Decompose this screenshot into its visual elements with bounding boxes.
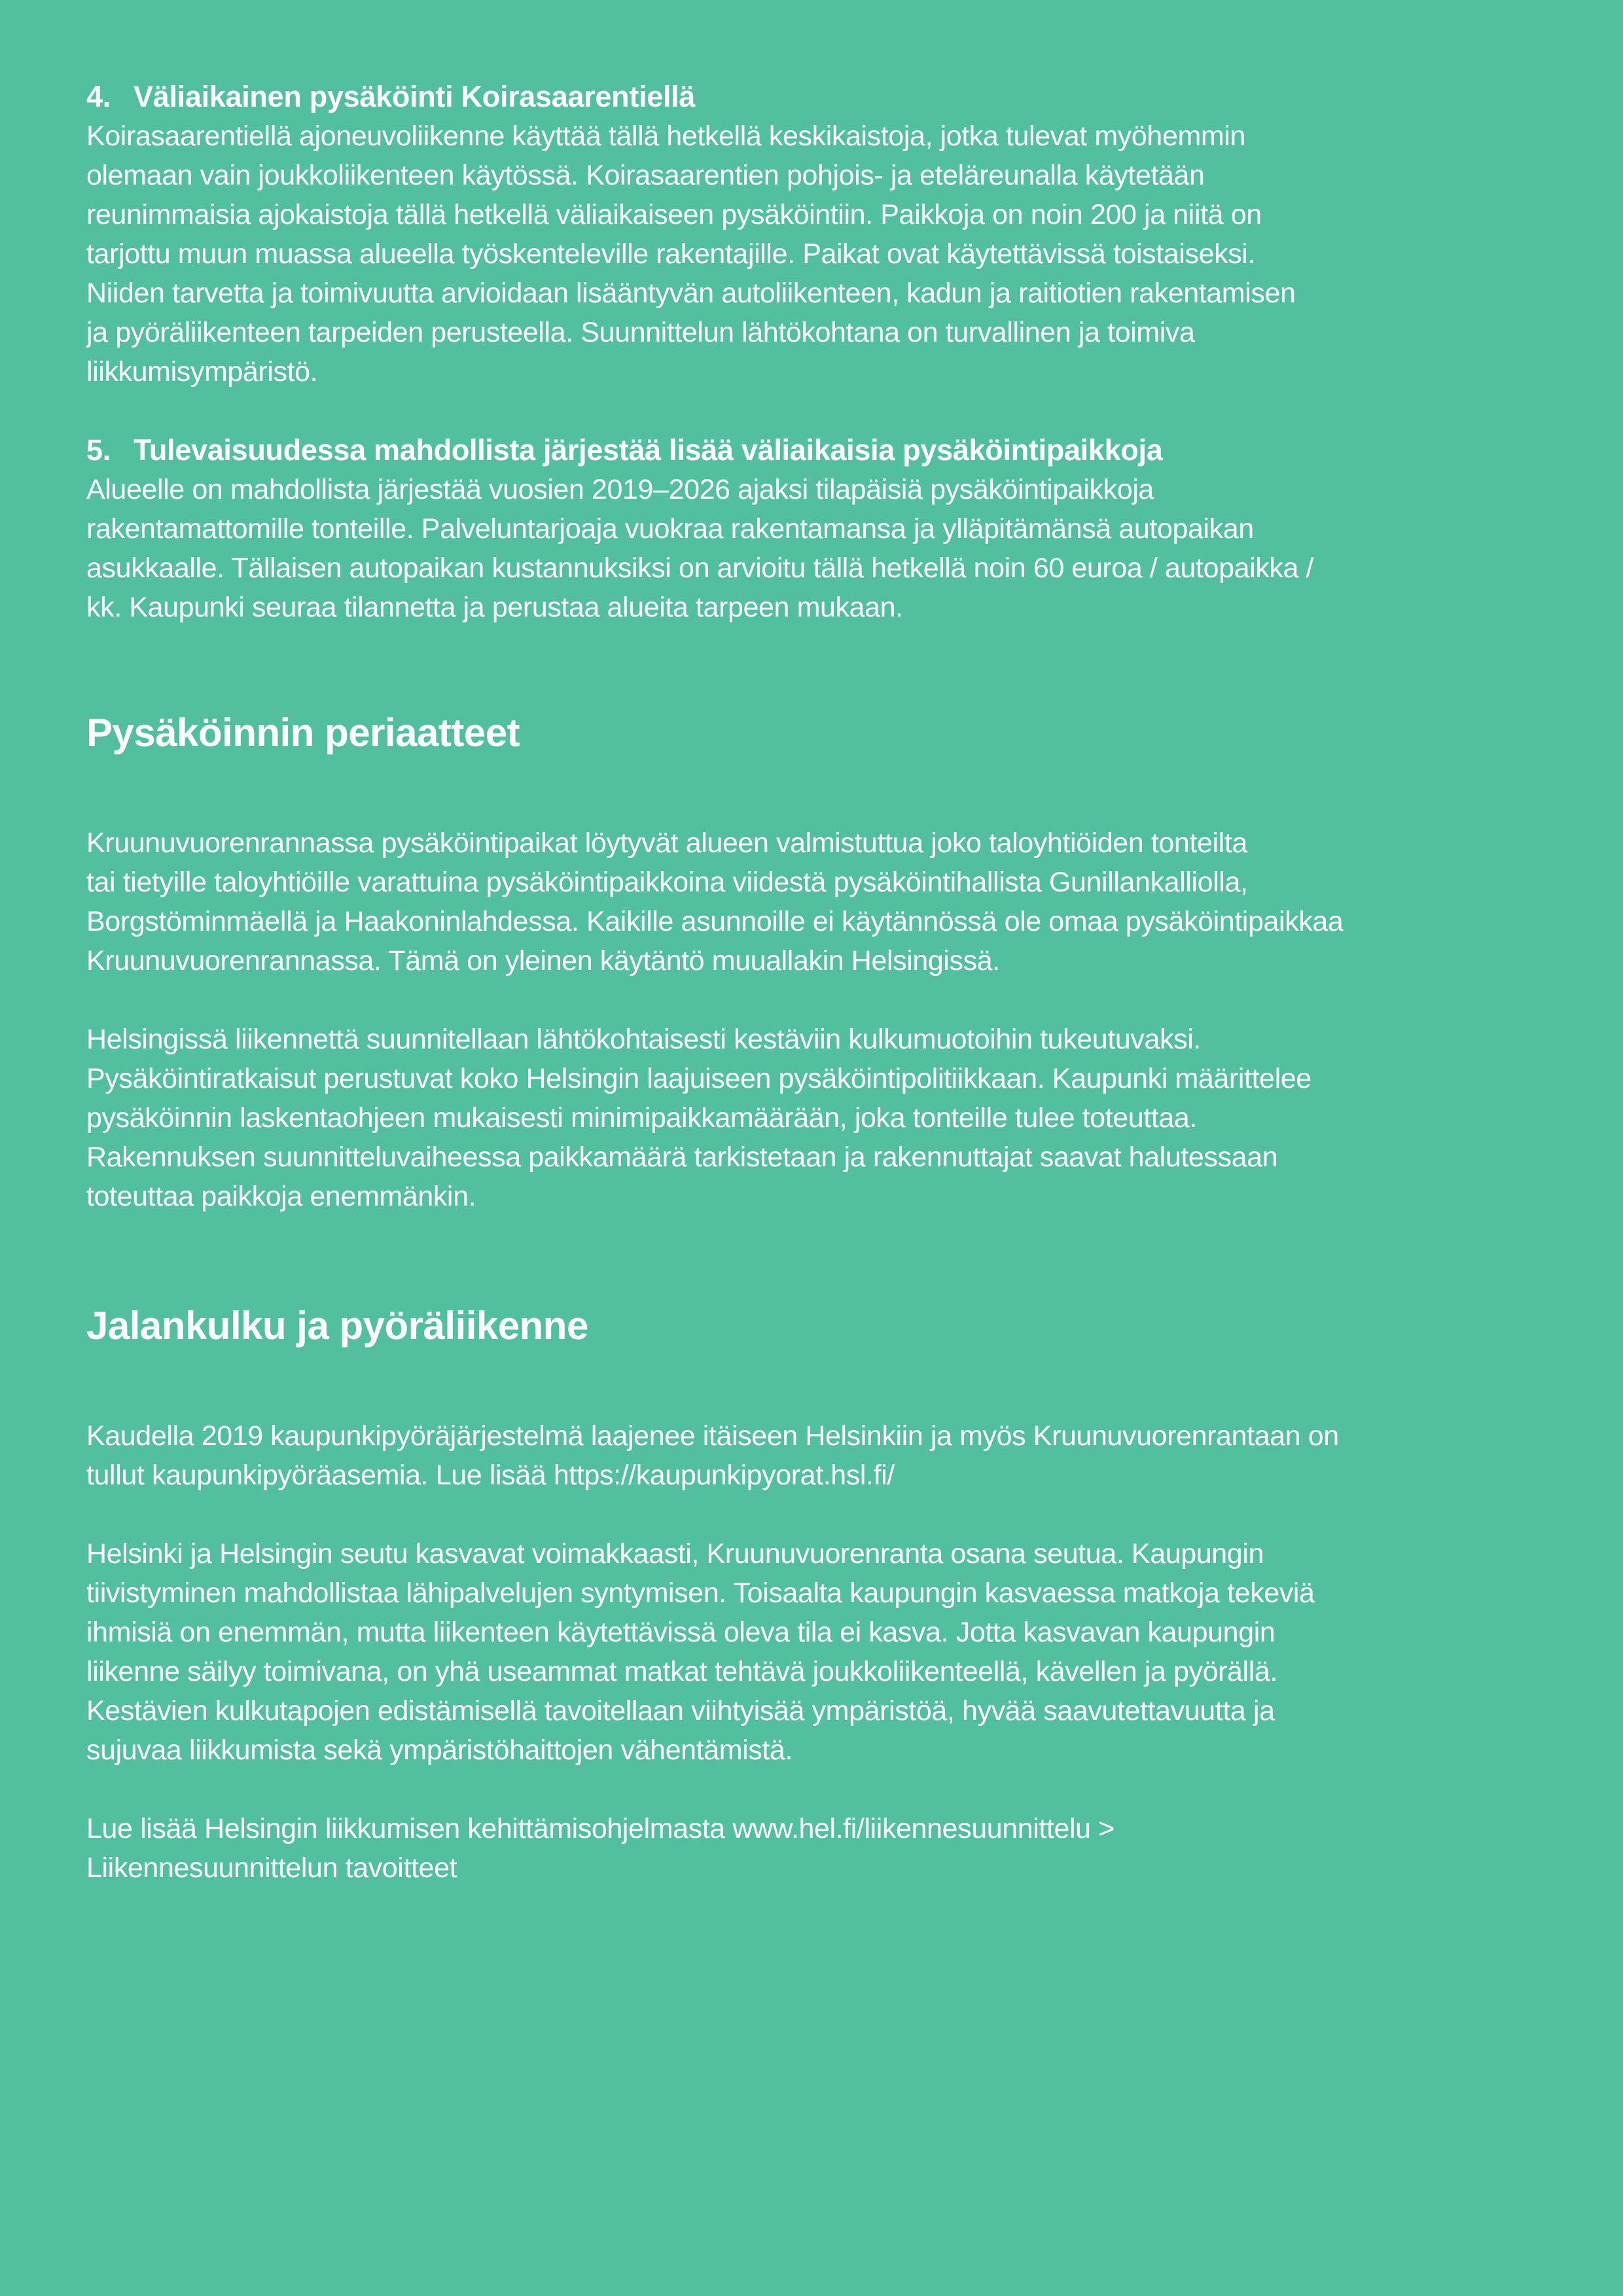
text-line: Kestävien kulkutapojen edistämisellä tavoitellaan viihtyisää ympäristöä, hyvää saavutettavuutta ja <box>86 1695 1275 1727</box>
section-walking-cycling <box>86 1300 1538 1888</box>
spacer <box>86 391 1538 431</box>
text-line: tullut kaupunkipyöräasemia. Lue lisää https://kaupunkipyorat.hsl.fi/ <box>86 1460 895 1491</box>
item-number: 4. <box>86 80 111 113</box>
text-line: Kruunuvuorenrannassa pysäköintipaikat löytyvät alueen valmistuttua joko taloyhtiöiden tonteilta <box>86 827 1247 859</box>
text-line: Alueelle on mahdollista järjestää vuosien 2019–2026 ajaksi tilapäisiä pysäköintipaikkoja <box>86 474 1154 505</box>
text-line: tarjottu muun muassa alueella työskenteleville rakentajille. Paikat ovat käytettävissä toistaiseksi. <box>86 238 1256 270</box>
text-line: pysäköinnin laskentaohjeen mukaisesti minimipaikkamäärään, joka tonteille tulee toteuttaa. <box>86 1102 1197 1134</box>
text-line: ja pyöräliikenteen tarpeiden perusteella. Suunnittelun lähtökohtana on turvallinen ja toimiva <box>86 317 1195 348</box>
text-line: asukkaalle. Tällaisen autopaikan kustannuksiksi on arvioitu tällä hetkellä noin 60 euroa / autopaikka / <box>86 552 1314 584</box>
numbered-item-5 <box>86 431 1538 627</box>
paragraph <box>86 823 1538 980</box>
text-line: Niiden tarvetta ja toimivuutta arvioidaan lisääntyvän autoliikenteen, kadun ja raitiotien rakentamisen <box>86 278 1296 309</box>
text-line: reunimmaisia ajokaistoja tällä hetkellä väliaikaiseen pysäköintiin. Paikkoja on noin 200 ja niitä on <box>86 199 1262 230</box>
text-line: Kaudella 2019 kaupunkipyöräjärjestelmä laajenee itäiseen Helsinkiin ja myös Kruunuvuorenrantaan on <box>86 1420 1339 1452</box>
numbered-item-4 <box>86 77 1538 391</box>
text-line: toteuttaa paikkoja enemmänkin. <box>86 1181 476 1212</box>
text-line: Borgstöminmäellä ja Haakoninlahdessa. Kaikille asunnoille ei käytännössä ole omaa pysäköintipaikkaa <box>86 906 1344 937</box>
section-parking-principles <box>86 707 1538 1216</box>
text-line: tiivistyminen mahdollistaa lähipalvelujen syntymisen. Toisaalta kaupungin kasvaessa matkoja tekeviä <box>86 1577 1315 1609</box>
text-line: ihmisiä on enemmän, mutta liikenteen käytettävissä oleva tila ei kasva. Jotta kasvavan kaupungin <box>86 1617 1275 1648</box>
spacer <box>86 1770 1538 1809</box>
paragraph <box>86 1534 1538 1770</box>
text-line: rakentamattomille tonteille. Palveluntarjoaja vuokraa rakentamansa ja ylläpitämänsä autopaikan <box>86 513 1254 545</box>
paragraph <box>86 1020 1538 1216</box>
item-heading <box>86 431 1538 470</box>
text-line: sujuvaa liikkumista sekä ympäristöhaittojen vähentämistä. <box>86 1734 793 1766</box>
section-heading: Jalankulku ja pyöräliikenne <box>86 1304 588 1348</box>
text-line: Liikennesuunnittelun tavoitteet <box>86 1852 457 1884</box>
paragraph <box>86 1416 1538 1495</box>
text-line: liikkumisympäristö. <box>86 356 318 387</box>
text-line: Kruunuvuorenrannassa. Tämä on yleinen käytäntö muuallakin Helsingissä. <box>86 945 1000 977</box>
spacer <box>86 759 1538 823</box>
text-line: liikenne säilyy toimivana, on yhä useammat matkat tehtävä joukkoliikenteellä, kävellen ja pyörällä. <box>86 1656 1277 1687</box>
text-line: tai tietyille taloyhtiöille varattuina pysäköintipaikkoina viidestä pysäköintihallista Gunillankalliolla, <box>86 867 1248 898</box>
paragraph <box>86 1809 1538 1888</box>
text-line: Lue lisää Helsingin liikkumisen kehittämisohjelmasta www.hel.fi/liikennesuunnittelu > <box>86 1813 1115 1844</box>
item-title: Tulevaisuudessa mahdollista järjestää lisää väliaikaisia pysäköintipaikkoja <box>134 433 1163 467</box>
text-line: Helsinki ja Helsingin seutu kasvavat voimakkaasti, Kruunuvuorenranta osana seutua. Kaupungin <box>86 1538 1264 1570</box>
spacer <box>86 980 1538 1020</box>
text-line: Rakennuksen suunnitteluvaiheessa paikkamäärä tarkistetaan ja rakennuttajat saavat halutessaan <box>86 1141 1278 1173</box>
item-body <box>86 117 1538 391</box>
text-line: olemaan vain joukkoliikenteen käytössä. Koirasaarentien pohjois- ja eteläreunalla käytetään <box>86 160 1205 191</box>
spacer <box>86 1352 1538 1416</box>
item-body <box>86 470 1538 627</box>
item-heading <box>86 77 1538 117</box>
section-heading: Pysäköinnin periaatteet <box>86 711 520 755</box>
item-title: Väliaikainen pysäköinti Koirasaarentiellä <box>134 80 696 113</box>
spacer <box>86 1495 1538 1534</box>
item-number: 5. <box>86 433 111 467</box>
text-line: Helsingissä liikennettä suunnitellaan lähtökohtaisesti kestäviin kulkumuotoihin tukeutuvaksi. <box>86 1024 1201 1055</box>
text-line: Pysäköintiratkaisut perustuvat koko Helsingin laajuiseen pysäköintipolitiikkaan. Kaupunki määrittelee <box>86 1063 1311 1094</box>
text-line: kk. Kaupunki seuraa tilannetta ja perustaa alueita tarpeen mukaan. <box>86 592 903 623</box>
text-line: Koirasaarentiellä ajoneuvoliikenne käyttää tällä hetkellä keskikaistoja, jotka tulevat myöhemmin <box>86 120 1245 152</box>
